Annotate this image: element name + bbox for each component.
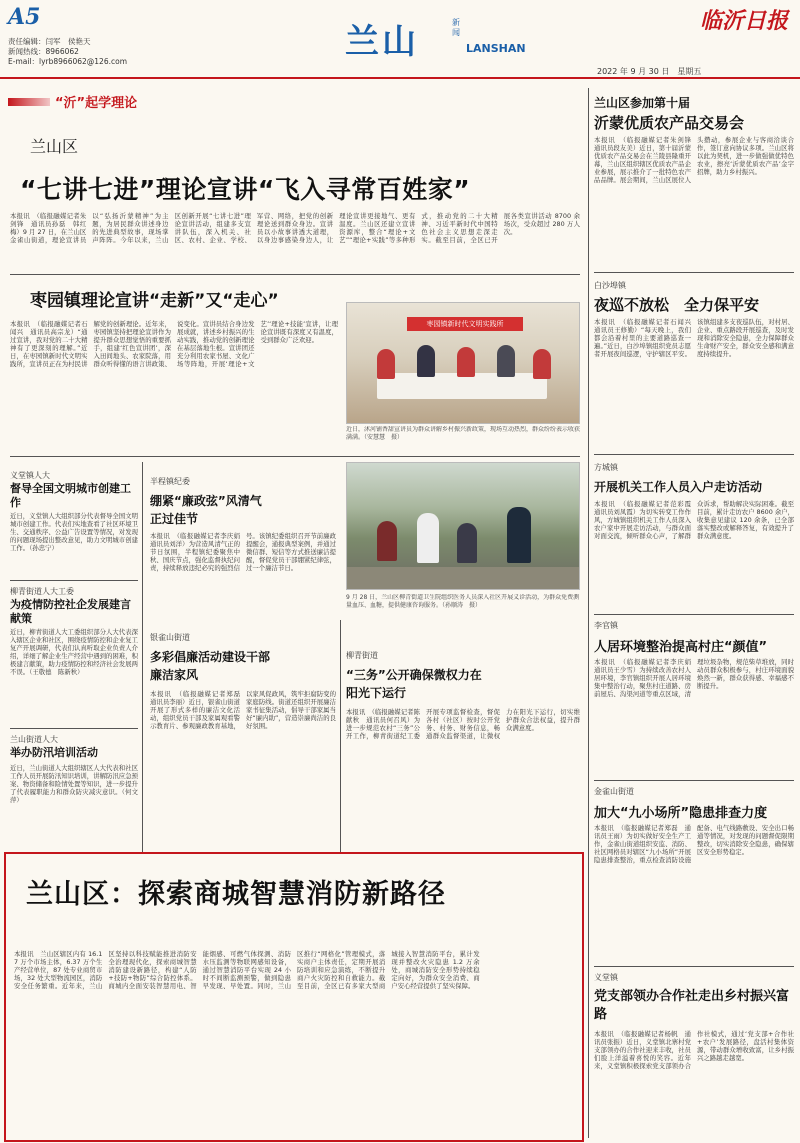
liuqing2-body: 本报讯 （临报融媒记者陈献秋 通讯员何召风）为进一步规范农村“三务”公开工作，柳青街道纪工委开展专项监督检查，督促各村（社区）按时公开党务、村务、财务信息，畅通群众监督渠道，让微权力在阳光下运行，切实维护群众合法权益，提升群众满意度。 <box>346 708 580 741</box>
rule <box>594 614 794 615</box>
yiyuan-body: 近日，义堂镇人大组织部分代表督导全国文明城市创建工作。代表们实地查看了社区环境卫生、交通秩序、公益广告设置等情况，对发现的问题现场提出整改意见，助力文明城市创建工作。（孙忠宁） <box>10 512 138 553</box>
yitang-body: 本报讯 （临报融媒记者杨帆 通讯员张振）近日，义堂镇北寨村党支部领办的合作社迎来丰收，社员们脸上洋溢着喜悦的笑容。近年来，义堂镇积极探索党支部领办合作社模式，通过‘党支部+合作社+农户’发展路径，盘活村集体资源，带动群众增收致富，让乡村振兴之路越走越宽。 <box>594 1030 794 1071</box>
rule <box>594 454 794 455</box>
clinic-caption: 9 月 28 日，兰山区柳青街道卫生院组织医务人员深入社区开展义诊活动，为群众免费测量血压、血糖，提供健康咨询服务。（孙顺涛 摄） <box>346 594 580 609</box>
photo-person <box>457 523 477 563</box>
email-line: E-mail：lyrb8966062@126.com <box>8 57 128 66</box>
liuqing-title: 为疫情防控社企发展建言献策 <box>10 598 131 625</box>
liuqing2-title: “三务”公开确保微权力在阳光下运行 <box>346 668 482 700</box>
date-line: 2022 年 9 月 30 日 星期五 <box>597 67 702 76</box>
bancheng-title: 绷紧“廉政弦”风清气正过佳节 <box>150 494 262 526</box>
zaoyuan-caption: 近日，沭河铺香甜宣讲员为群众讲解乡村振兴新政策，现场互动热烈，群众纷纷表示收获满满。（安慧慧 摄） <box>346 426 580 441</box>
lead-area: 兰山区 <box>30 137 79 156</box>
baisha-title: 夜巡不放松 全力保平安 <box>594 296 760 314</box>
agri-area: 兰山区参加第十届 <box>594 96 691 110</box>
rule <box>10 580 138 581</box>
photo-person <box>417 345 435 377</box>
rule <box>10 456 580 457</box>
zaoyuan-photo <box>346 302 580 424</box>
yinque-title: 多彩倡廉活动建设干部廉洁家风 <box>150 650 271 682</box>
column-divider <box>340 620 341 852</box>
photo-banner: 枣园镇新时代文明实践所 <box>407 317 523 331</box>
photo-person <box>497 345 515 377</box>
rule <box>10 728 138 729</box>
agri-title: 沂蒙优质农产品交易会 <box>594 114 745 132</box>
liguan-title: 人居环境整治提高村庄“颜值” <box>594 640 768 655</box>
baisha-body: 本报讯 （临报融媒记者石闻兴 通讯员王修勤）“每天晚上，我们都会沿着村里的主要道路巡查一遍。”近日，白沙埠镇组织党员志愿者开展夜间巡逻，守护辖区平安。该镇组建多支夜巡队伍，对村居、企业、重点路段开展巡查，及时发现和消除安全隐患，全力保障群众生命财产安全，群众安全感和满意度持续提升。 <box>594 318 794 359</box>
yinque-area: 银雀山街道 <box>150 633 190 642</box>
fangcheng-title: 开展机关工作人员入户走访活动 <box>594 480 763 494</box>
column-tag <box>8 92 137 111</box>
column-tag-text: “沂”起学理论 <box>55 96 138 111</box>
photo-person <box>507 507 531 563</box>
phone-line: 新闻热线：8966062 <box>8 47 79 56</box>
zaoyuan-body: 本报讯 （临报融媒记者石闻兴 通讯员高宗龙）“通过宣讲，我对党的二十大精神有了更深刻的理解。”近日，在枣园镇新时代文明实践所，宣讲员正在为村民讲解党的创新理论。近年来，枣园镇坚持把理论宣讲作为提升群众思想觉悟的重要抓手，组建‘红色宣讲团’，深入田间地头、农家院落，用群众听得懂的语言讲政策、说变化。宣讲员结合身边发展成就，讲述乡村振兴的生动实践，推动党的创新理论在基层落地生根。宣讲团还充分利用农家书屋、文化广场等阵地，开展‘理论+文艺’‘理论+技能’宣讲，让理论宣讲既有深度又有温度，受到群众广泛欢迎。 <box>10 320 338 369</box>
lanshan-st-body: 近日，兰山街道人大组织辖区人大代表和社区工作人员开展防汛知识培训，讲解防汛应急预案、物资储备和险情处置等知识，进一步提升了代表履职能力和群众防灾减灾意识。（何文萍） <box>10 764 138 805</box>
photo-person <box>533 349 551 379</box>
bancheng-body: 本报讯 （临报融媒记者李庆娟 通讯员刘洋）为营造风清气正的节日氛围，半程镇纪委聚焦中秋、国庆节点，强化监督执纪问责，持续释放违纪必究的强烈信号。该镇纪委组织召开节前廉政提醒会，通报典型案例，并通过微信群、短信等方式推送廉洁提醒，督促党员干部绷紧纪律弦，过一个廉洁节日。 <box>150 532 336 573</box>
bancheng-area: 半程镇纪委 <box>150 477 190 486</box>
column-divider <box>142 462 143 852</box>
fangcheng-area: 方城镇 <box>594 463 618 472</box>
yitang-area: 义堂镇 <box>594 973 618 982</box>
liuqing-area: 柳青街道人大工委 <box>10 587 74 596</box>
agri-body: 本报讯 （临报融媒记者朱剑锋 通讯员段友美）近日，第十届沂蒙优质农产品交易会在兰陵县隆重开幕，兰山区组织辖区优质农产品企业参展，展示推介了一批特色农产品品牌。展会期间，兰山区展位人头攒动，参展企业与客商洽谈合作，签订意向协议多项。兰山区将以此为契机，进一步做强做优特色农业，擦亮‘沂蒙优质农产品’金字招牌，助力乡村振兴。 <box>594 136 794 185</box>
section-title: 兰山 <box>345 22 419 62</box>
yinque-body: 本报讯 （临报融媒记者郑磊 通讯员李丽）近日，银雀山街道开展了形式多样的廉洁文化活动，组织党员干部及家属观看警示教育片、参观廉政教育基地，以家风促政风，筑牢拒腐防变的家庭防线。街道还组织开展廉洁家书征集活动，倡导干部家属当好“廉内助”，营造崇廉尚洁的良好氛围。 <box>150 690 336 731</box>
rule <box>594 966 794 967</box>
lanshan-st-title: 举办防汛培训活动 <box>10 746 98 759</box>
jinque-title: 加大“九小场所”隐患排查力度 <box>594 806 768 821</box>
masthead-rule <box>0 77 800 79</box>
rule <box>594 780 794 781</box>
right-column-divider <box>588 88 589 1138</box>
photo-person <box>457 347 475 377</box>
zaoyuan-title: 枣园镇理论宣讲“走新”又“走心” <box>30 291 279 311</box>
rule <box>10 274 580 275</box>
jinque-body: 本报讯 （临报融媒记者郑磊 通讯员王雨）为切实做好安全生产工作，金雀山街道组织安监、消防、社区网格员对辖区“九小场所”开展隐患排查整治，重点检查消防设施配备、电气线路敷设、安全出口畅通等情况，对发现的问题督促限期整改，切实消除安全隐患，确保辖区安全形势稳定。 <box>594 824 794 865</box>
photo-person <box>377 521 397 561</box>
editor-line: 责任编辑：闫军 侯艳天 <box>8 37 91 46</box>
lead-title: “七讲七进”理论宣讲“飞入寻常百姓家” <box>20 175 471 204</box>
page-number: A5 <box>8 4 41 30</box>
rule <box>594 272 794 273</box>
tag-marker <box>8 98 50 106</box>
fangcheng-body: 本报讯 （临报融媒记者范彩霞 通讯员刘凤霞）为切实转变工作作风，方城镇组织机关工作人员深入农户家中开展走访活动，与群众面对面交流，倾听群众心声，了解群众诉求，帮助解决实际困难。截至目前，累计走访农户 8600 余户，收集意见建议 120 余条，已全部落实整改或解释答复，有效提升了群众满意度。 <box>594 500 794 541</box>
photo-person <box>377 349 395 379</box>
lanshan-st-area: 兰山街道人大 <box>10 735 58 744</box>
fire-feature <box>4 852 584 1142</box>
fire-body: 本报讯 兰山区辖区内有 16.17 万个市场主体，6.37 万个生产经营单位，87 处专业商贸市场，32 处大型物流园区，消防安全任务繁重。近年来，兰山区坚持以科技赋能推进消防安全治理现代化，探索商城智慧消防建设新路径，构建“人防+技防+物防”综合防控体系。商城内全面安装智慧用电、智能烟感、可燃气体探测、消防水压监测等物联网感知设备，通过智慧消防平台实现 24 小时不间断监测预警，做到隐患早发现、早处置。同时，兰山区推行“网格化”管理模式，落实商户主体责任，定期开展消防培训和应急演练，不断提升商户火灾防控和自救能力。截至目前，全区已有多家大型商城接入智慧消防平台，累计发现并整改火灾隐患 1.2 万余处，商城消防安全形势持续稳定向好，为群众安全消费、商户安心经营提供了坚实保障。 <box>14 950 480 991</box>
section-sub: 新闻 <box>452 18 460 37</box>
masthead <box>0 0 800 80</box>
yiyuan-area: 义堂镇人大 <box>10 471 50 480</box>
liguan-area: 李官镇 <box>594 621 618 630</box>
yitang-title: 党支部领办合作社走出乡村振兴富路 <box>594 989 790 1022</box>
jinque-area: 金雀山街道 <box>594 787 634 796</box>
clinic-photo <box>346 462 580 590</box>
liuqing-body: 近日，柳青街道人大工委组织部分人大代表深入辖区企业和社区，围绕疫情防控和企业复工复产开展调研，代表们认真听取企业负责人介绍，详细了解企业生产经营中遇到的困难，积极建言献策，助力疫情防控和经济社会发展两不误。（王敬德 陈新秋） <box>10 628 138 677</box>
liuqing2-area: 柳青街道 <box>346 651 378 660</box>
liguan-body: 本报讯 （临报融媒记者李庆娟 通讯员王少雪）为持续改善农村人居环境，李官镇组织开展人居环境集中整治行动，聚焦村庄道路、房前屋后、沟渠河道等重点区域，清理垃圾杂物，规范柴草堆放，同时动员群众积极参与，村庄环境面貌焕然一新，群众获得感、幸福感不断提升。 <box>594 658 794 699</box>
photo-person <box>417 513 439 563</box>
photo-ground <box>347 567 580 590</box>
yiyuan-title: 督导全国文明城市创建工作 <box>10 482 131 509</box>
fire-title: 兰山区：探索商城智慧消防新路径 <box>26 879 446 910</box>
paper-name: 临沂日报 <box>700 8 789 34</box>
lead-body: 本报讯 （临报融媒记者朱剑锋 通讯员孙磊 韩红梅）9 月 27 日，在兰山区金雀山街道，理论宣讲员以“弘扬沂蒙精神”为主题，为居民群众讲述身边的先进典型故事，现场掌声阵阵。今年以来，兰山区创新开展“七讲七进”理论宣讲活动，组建多支宣讲队伍，深入机关、社区、农村、企业、学校、军营、网络，把党的创新理论送到群众身边。宣讲员以小故事讲透大道理，以身边事感染身边人，让理论宣讲更接地气、更有温度。兰山区还建立宣讲资源库，整合“理论+文艺”“理论+实践”等多种形式，推动党的二十大精神、习近平新时代中国特色社会主义思想走深走实。截至目前，全区已开展各类宣讲活动 8700 余场次，受众超过 280 万人次。 <box>10 212 580 245</box>
section-en: LANSHAN <box>466 42 526 55</box>
baisha-area: 白沙埠镇 <box>594 281 626 290</box>
